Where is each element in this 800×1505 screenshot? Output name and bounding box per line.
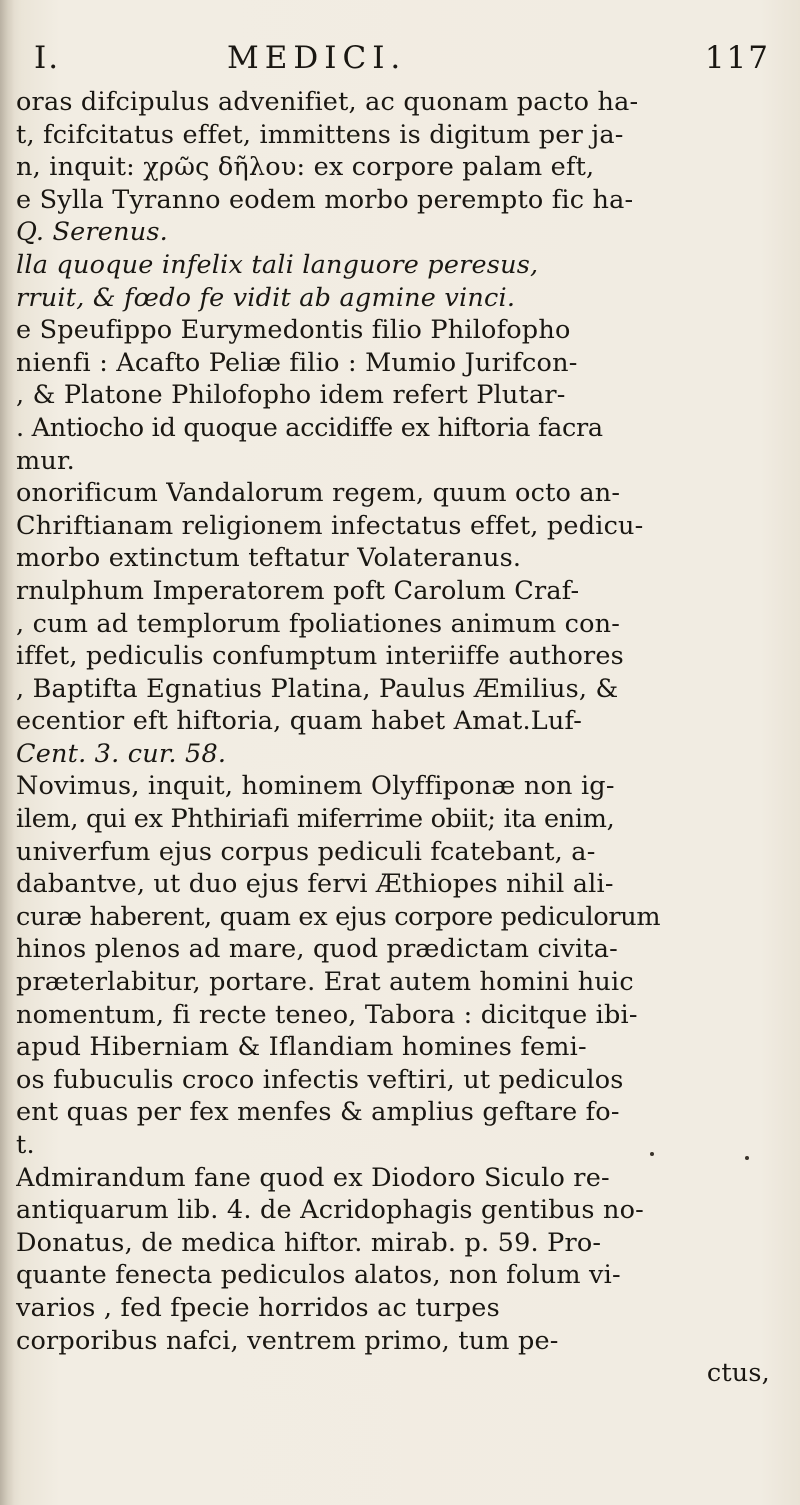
text-line: ent quas per fex menfes & amplius geftare fo-: [16, 1097, 620, 1128]
text-line: hinos plenos ad mare, quod prædictam civita-: [16, 934, 618, 965]
author-attribution: Q. Serenus.: [16, 217, 168, 248]
text-line: onorificum Vandalorum regem, quum octo an-: [16, 478, 621, 509]
text-line: t, fcifcitatus effet, immittens is digitum per ja-: [16, 119, 624, 150]
catchword: ctus,: [706, 1358, 770, 1389]
binding-gutter: [0, 0, 14, 1505]
body-text: [16, 86, 792, 1390]
page-number: 117: [704, 40, 770, 76]
text-line: Donatus, de medica hiftor. mirab. p. 59. Pro-: [16, 1227, 602, 1258]
running-title: MEDICI.: [227, 40, 407, 76]
text-line: ilem, qui ex Phthiriafi miferrime obiit; ita enim,: [16, 804, 615, 835]
text-line: dabantve, ut duo ejus fervi Æthiopes nihil ali-: [16, 869, 614, 900]
chapter-marker: I.: [34, 40, 61, 76]
running-head: [22, 40, 792, 84]
text-line: varios , fed fpecie horridos ac turpes: [16, 1292, 500, 1323]
text-line: curæ haberent, quam ex ejus corpore pediculorum: [16, 901, 661, 932]
text-line: ecentior eft hiftoria, quam habet Amat.Luf-: [16, 706, 583, 737]
text-line: Chriftianam religionem infectatus effet, pedicu-: [16, 510, 644, 541]
text-line: , Baptifta Egnatius Platina, Paulus Æmilius, &: [16, 673, 619, 704]
text-line: e Speufippo Eurymedontis filio Philofopho: [16, 315, 571, 346]
text-line: mur.: [16, 445, 75, 476]
text-line: Novimus, inquit, hominem Olyffiponæ non ig-: [16, 771, 615, 802]
text-line: , cum ad templorum fpoliationes animum con-: [16, 608, 621, 639]
text-line: corporibus nafci, ventrem primo, tum pe-: [16, 1325, 559, 1356]
text-line: quante fenecta pediculos alatos, non folum vi-: [16, 1260, 621, 1291]
ink-speck: [745, 1156, 749, 1160]
ink-speck: [650, 1152, 654, 1156]
text-line: t.: [16, 1130, 35, 1160]
text-line: nienfi : Acafto Peliæ filio : Mumio Jurifcon-: [16, 347, 578, 378]
citation-line: Cent. 3. cur. 58.: [16, 738, 227, 769]
text-line: morbo extinctum teftatur Volateranus.: [16, 543, 522, 574]
text-line: rnulphum Imperatorem poft Carolum Craf-: [16, 575, 580, 606]
verse-line: rruit, & fœdo fe vidit ab agmine vinci.: [16, 282, 516, 313]
text-line: iffet, pediculis confumptum interiiffe authores: [16, 641, 624, 672]
text-line: univerfum ejus corpus pediculi fcatebant, a-: [16, 836, 596, 867]
text-line: os fubuculis croco infectis veftiri, ut pediculos: [16, 1064, 624, 1095]
text-line: . Antiocho id quoque accidiffe ex hiftoria facra: [16, 412, 603, 443]
text-line: , & Platone Philofopho idem refert Plutar-: [16, 380, 566, 411]
text-line: e Sylla Tyranno eodem morbo perempto fic ha-: [16, 184, 634, 215]
text-line: apud Hiberniam & Iflandiam homines femi-: [16, 1032, 587, 1063]
text-line: præterlabitur, portare. Erat autem homini huic: [16, 967, 634, 998]
text-line: oras difcipulus advenifiet, ac quonam pacto ha-: [16, 87, 639, 117]
text-line: nomentum, fi recte teneo, Tabora : dicitque ibi-: [16, 999, 638, 1030]
verse-line: lla quoque infelix tali languore peresus,: [16, 249, 539, 280]
text-line: Admirandum fane quod ex Diodoro Siculo re-: [16, 1162, 610, 1193]
text-line: antiquarum lib. 4. de Acridophagis gentibus no-: [16, 1195, 644, 1226]
text-line: n, inquit: χρῶς δῆλου: ex corpore palam eft,: [16, 152, 595, 183]
